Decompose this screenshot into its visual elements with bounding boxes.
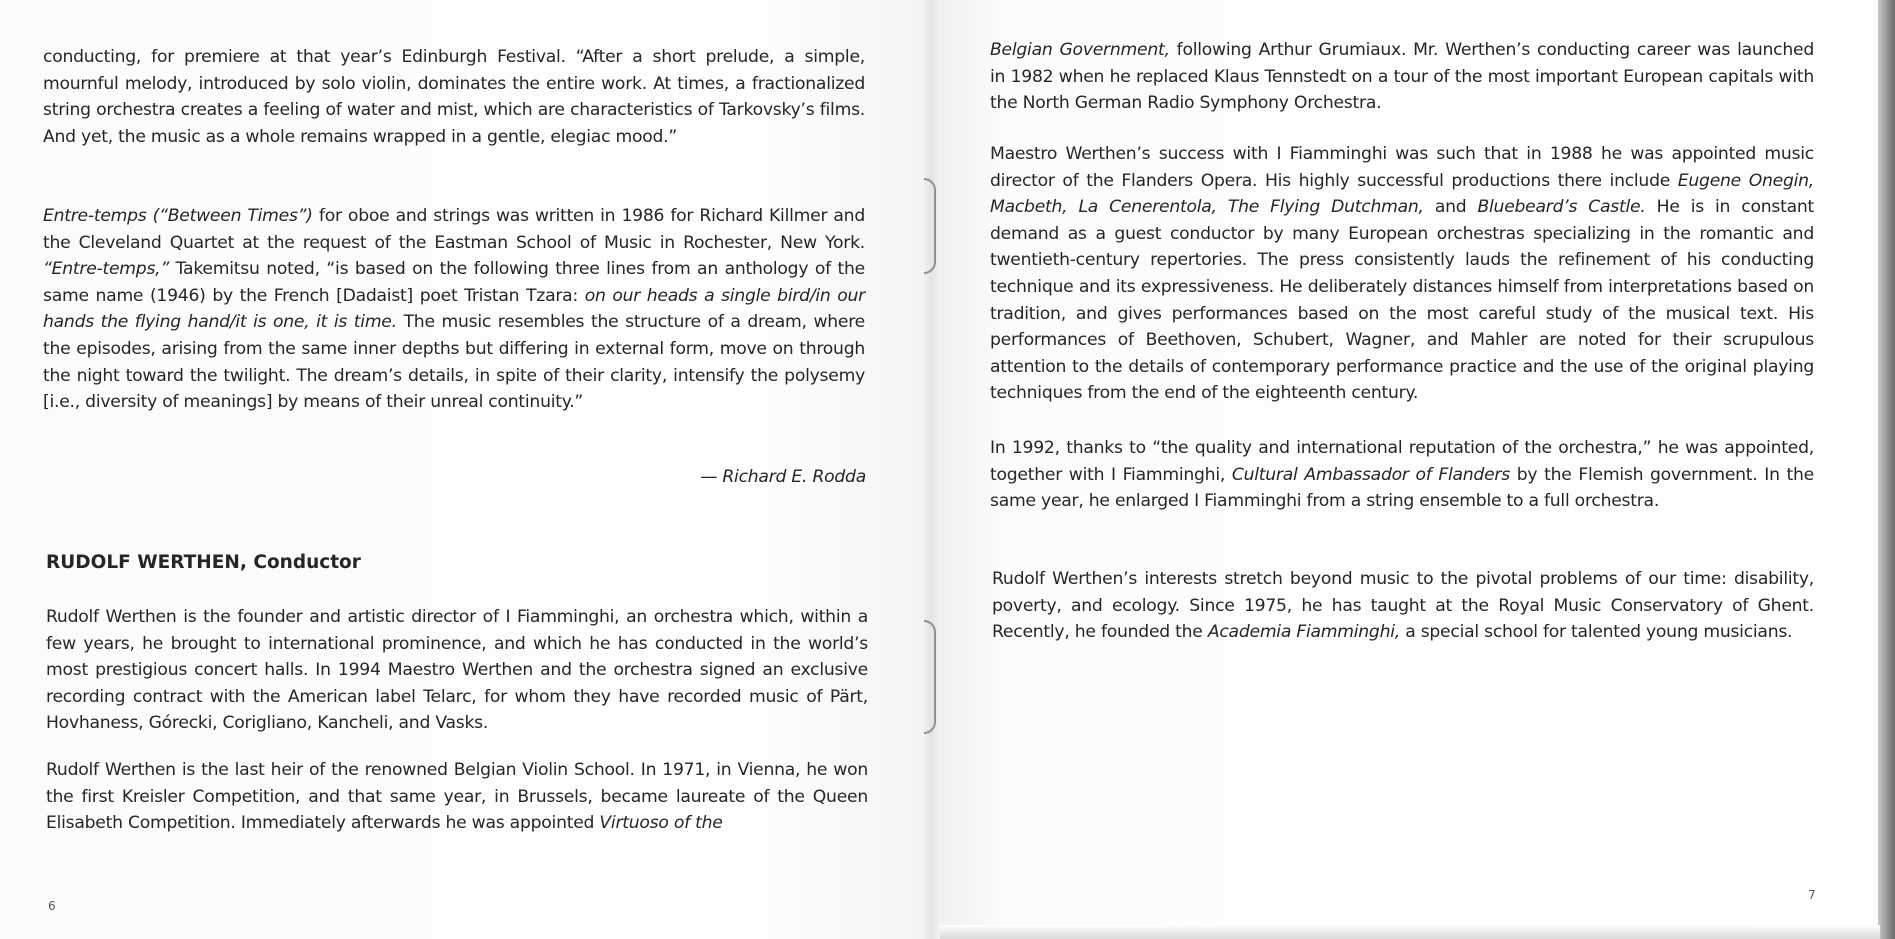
paragraph-text: following Arthur Grumiaux. Mr. Werthen’s conducting career was launched in 1982 when he replaced Klaus Tennstedt on a tour of the most important European capitals with the North German Radio Symphony Orchestra.: [990, 40, 1814, 114]
paragraph-text: He is in constant demand as a guest conductor by many European orchestras specializing in the romantic and twentieth-century repertories. The press consistently lauds the refinement of his conducting technique and its expressiveness. He deliberately distances himself from interpretations based on tradition, and gives performances based on the most careful study of the musical text. His performances of Beethoven, Schubert, Wagner, and Mahler are noted for their scrupulous attention to the details of contemporary performance practice and the use of the original playing techniques from the end of the eighteenth century.: [990, 197, 1815, 404]
paragraph-text: conducting, for premiere at that year’s Edinburgh Festival. “After a short prelude, a simple, mournful melody, introduced by solo violin, dominates the entire work. At times, a fractionalized string orchestra creates a feeling of water and mist, which are characteristics of Tarkovsky’s films. And yet, the music as a whole remains wrapped in a gentle, elegiac mood.”: [43, 47, 865, 147]
paragraph-text: for oboe and strings was written in 1986 for Richard Killmer and the Cleveland Quartet at the request of the Eastman School of Music in Rochester, New York.: [43, 206, 865, 253]
page-edge-shadow: [1878, 0, 1895, 939]
honor-title: Cultural Ambassador of Flanders: [1231, 464, 1510, 485]
staple: [924, 178, 936, 274]
right-paragraph-2: [990, 141, 1814, 407]
page-number-left: 6: [48, 899, 56, 913]
section-heading: RUDOLF WERTHEN, Conductor: [46, 552, 361, 573]
left-paragraph-3: [46, 604, 868, 737]
paragraph-text: Rudolf Werthen is the founder and artistic director of I Fiamminghi, an orchestra which, within a few years, he brought to international prominence, and which he has conducted in the world’s most prestigious concert halls. In 1994 Maestro Werthen and the orchestra signed an exclusive recording contract with the American label Telarc, for whom they have recorded music of Pärt, Hovhaness, Górecki, Corigliano, Kancheli, and Vasks.: [46, 607, 868, 734]
title-italic: Belgian Government,: [990, 40, 1170, 60]
paragraph-text: Rudolf Werthen’s interests stretch beyond music to the pivotal problems of our time: disability, poverty, and ecology. Since 1975, he has taught at the Royal Music Conservatory of Ghent. Recently, he founded the: [992, 569, 1814, 643]
school-name: Academia Fiamminghi,: [1207, 622, 1400, 643]
left-paragraph-1: [43, 44, 865, 150]
paragraph-text: Maestro Werthen’s success with I Fiamminghi was such that in 1988 he was appointed music director of the Flanders Opera. His highly successful productions there include: [990, 144, 1814, 191]
page-bottom-edge: [940, 925, 1880, 939]
paragraph-text: and: [1423, 197, 1478, 218]
right-paragraph-1: [990, 37, 1814, 117]
staple: [924, 620, 936, 734]
author-attribution: — Richard E. Rodda: [700, 467, 866, 487]
paragraph-text: In 1992, thanks to “the quality and international reputation of the orchestra,” he was appointed, together with I Fiamminghi,: [990, 438, 1814, 485]
paragraph-text: by the Flemish government. In the same year, he enlarged I Fiamminghi from a string ensemble to a full orchestra.: [990, 464, 1814, 512]
paragraph-text: a special school for talented young musicians.: [1399, 622, 1793, 643]
opera-title: Bluebeard’s Castle.: [1477, 197, 1646, 218]
left-paragraph-4: [46, 757, 868, 837]
page-number-right: 7: [1808, 888, 1816, 902]
work-title: Entre-temps: [43, 206, 147, 226]
paragraph-text: The music resembles the structure of a dream, where the episodes, arising from the same inner depths but differing in external form, move on through the night toward the twilight. The dream’s details, in spite of their clarity, intensify the polysemy [i.e., diversity of meanings] by means of their unreal continuity.”: [43, 312, 865, 413]
paragraph-text: Rudolf Werthen is the last heir of the renowned Belgian Violin School. In 1971, in Vienna, he won the first Kreisler Competition, and that same year, in Brussels, became laureate of the Queen Elisabeth Competition. Immediately afterwards he was appointed: [46, 760, 868, 834]
right-paragraph-3: [990, 435, 1814, 515]
title-italic: Virtuoso of the: [599, 813, 723, 834]
work-title-quote: “Entre-temps,”: [43, 259, 170, 280]
spine-gutter: [922, 0, 940, 939]
poem-quote: on our heads a single bird/in our hands the flying hand/it is one, it is time.: [43, 285, 865, 333]
left-paragraph-2: [43, 203, 865, 416]
right-paragraph-4: [992, 566, 1814, 646]
opera-titles: Eugene Onegin, Macbeth, La Cenerentola, The Flying Dutchman,: [990, 170, 1814, 218]
paragraph-text: Takemitsu noted, “is based on the following three lines from an anthology of the same name (1946) by the French [Dadaist] poet Tristan Tzara:: [43, 259, 865, 306]
work-subtitle: (“Between Times”): [152, 206, 313, 226]
